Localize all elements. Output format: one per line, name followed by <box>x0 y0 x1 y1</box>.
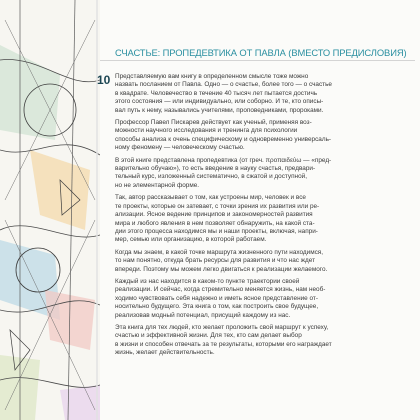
text-line: Каждый из нас находится в каком-то пункте траектории своей <box>115 277 300 285</box>
text-line: носительно будущего. Эта книга о том, как построить свое будущее, <box>115 303 319 311</box>
text-line: ходимо чувствовать себя надежно и иметь ясное представление от- <box>115 294 318 302</box>
text-line: то нам понятно, откуда брать ресурсы для развития и что нас ждет <box>115 257 316 265</box>
chapter-title: СЧАСТЬЕ: ПРОПЕДЕВТИКА ОТ ПАВЛА (ВМЕСТО ПРЕДИСЛОВИЯ) <box>115 47 407 58</box>
text-line: назвать посланием от Павла. Одно — о счастье, более того — о счастье <box>115 81 332 89</box>
text-line: дии этого процесса находимся мы и наши проекты, включая, напри- <box>115 227 318 235</box>
text-line: этого состояния — или индивидуально, или соборно. И те, кто описы- <box>115 98 324 106</box>
body-paragraph <box>115 73 381 115</box>
text-line: счастью и эффективной жизни. Для тех, кто сам делает выбор <box>115 332 302 340</box>
text-line: Представляемую вам книгу в определенном смысле тоже можно <box>115 73 309 80</box>
body-paragraph <box>115 157 381 191</box>
text-line: можности научного исследования и тренинга для психологии <box>115 127 298 135</box>
text-line: Профессор Павел Пискарев действует как ученый, применяя воз- <box>115 119 312 127</box>
page-number: 10 <box>97 73 111 87</box>
text-line: впереди. Поэтому мы можем легко двигаться к реализации желаемого. <box>115 265 328 273</box>
text-line: реализации. И сейчас, когда стремительно меняется жизнь, нам необ- <box>115 286 326 294</box>
title-rule <box>100 60 415 61</box>
text-line: в квадрате. Человечество в течение 40 тысяч лет пытается достичь <box>115 89 318 97</box>
text-line: мер, семью или организацию, в которой работаем. <box>115 236 267 244</box>
text-line: те проекты, которые он затевает, с точки зрения их развития или ре- <box>115 202 320 210</box>
text-line: ному феномену — человеческому счастью. <box>115 144 245 152</box>
text-line: Так, автор рассказывает о том, как устроены мир, человек и все <box>115 194 306 202</box>
sketch-illustration <box>0 0 100 420</box>
text-line: В этой книге представлена пропедевтика (от греч. προπαιδεύω — «пред- <box>115 156 332 164</box>
text-line: вал путь к нему, назывались учителями, проповедниками, пророками. <box>115 106 324 114</box>
text-line: Когда мы знаем, в какой точке маршрута жизненного пути находимся, <box>115 248 324 256</box>
text-line: варительно обучаю»), то есть введение в науку счастья, предвари- <box>115 165 316 173</box>
text-line: но не элементарной форме. <box>115 181 200 189</box>
body-paragraph <box>115 119 381 153</box>
body-paragraph <box>115 194 381 244</box>
text-line: ализации. Ясное ведение принципов и закономерностей развития <box>115 211 313 219</box>
text-line: реализовав модный потенциал, присущий каждому из нас. <box>115 311 291 319</box>
body-text <box>115 73 381 362</box>
text-line: тельный курс, изложенный систематично, в сжатой и доступной, <box>115 173 307 181</box>
text-line: в жизни и способен отвечать за те результаты, которыми его награждает <box>115 340 332 348</box>
text-line: жизнь, желает действительность. <box>115 349 215 357</box>
body-paragraph <box>115 324 381 358</box>
body-paragraph <box>115 249 381 274</box>
text-line: Эта книга для тех людей, кто желает проложить свой маршрут к успеху, <box>115 323 329 331</box>
text-line: способы анализа к очень специфическому и одновременно универсаль- <box>115 135 332 143</box>
text-line: мира и любого явления в нем позволяет обнаружить, на какой ста- <box>115 219 315 227</box>
body-paragraph <box>115 278 381 320</box>
